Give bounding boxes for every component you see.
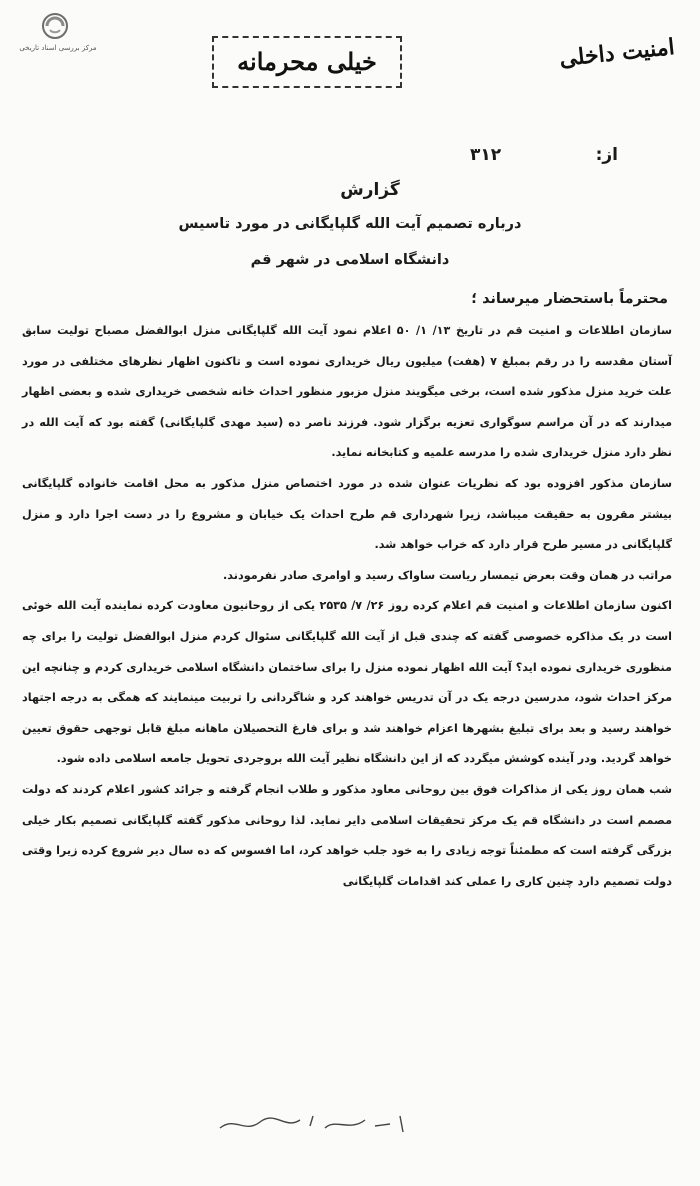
body-paragraph-5: شب همان روز یکی از مذاکرات فوق بین روحانی معاود مذکور و طلاب انجام گرفته و جرائد کشور اعلام کردند که دولت مصمم است در دانشگاه قم یک مرکز تحقیقات اسلامی دایر نماید. لذا روحانی مذکور گفته گلپایگانی تصمیم بکار خیلی بزرگی گرفته است که مطمئناً توجه زیادی را به خود جلب خواهد کرد، اما افسوس که ده سال دیر شروع کرده زیرا وقتی دولت تصمیم دارد چنین کاری را عملی کند اقدامات گلپایگانی (22, 782, 672, 888)
report-heading: گزارش (340, 180, 400, 200)
document-number: ۳۱۲ (470, 145, 502, 165)
archive-logo-icon (40, 12, 70, 40)
confidential-stamp (212, 36, 402, 88)
salutation: محترماً باستحضار میرساند ؛ (471, 291, 668, 307)
stamp-text: خیلی محرمانه (237, 47, 377, 76)
subject-line-1: درباره تصمیم آیت الله گلپایگانی در مورد تاسیس (178, 216, 522, 232)
archive-logo (12, 10, 104, 54)
report-body (22, 316, 672, 897)
body-paragraph-3: مراتب در همان وقت بعرض تیمسار ریاست ساواک رسید و اوامری صادر نفرمودند. (223, 568, 672, 582)
classification-label: امنیت داخلی (558, 34, 676, 72)
body-paragraph-4: اکنون سازمان اطلاعات و امنیت قم اعلام کرده روز ۲۶/ ۷/ ۲۵۳۵ یکی از روحانیون معاودت کرده نماینده آیت الله خوئی است در یک مذاکره خصوصی گفته که چندی قبل از آیت الله گلپایگانی سئوال کردم منزل ابوالفضل تولیت را برای چه منظوری خریداری نموده اید؟ آیت الله اظهار نموده منزل را برای ساختمان دانشگاه اسلامی خریداری کردم و چنانچه این مرکز احداث شود، مدرسین درجه یک در آن تدریس خواهند کرد و شاگردانی را تربیت مینمایند که همگی به درجه اجتهاد خواهند رسید و بعد برای تبلیغ بشهرها اعزام خواهند شد و برای فارغ التحصیلان ماهانه مبلغ قابل توجهی حقوق تعیین خواهد گردید. ودر آینده کوشش میگردد که از این دانشگاه نظیر آیت الله بروجردی تحویل جامعه اسلامی داده شود. (22, 599, 673, 766)
body-paragraph-2: سازمان مذکور افزوده بود که نظریات عنوان شده در مورد اختصاص منزل مذکور به محل اقامت خانواده گلپایگانی بیشتر مقرون به حقیقت میباشد، زیرا شهرداری قم طرح احداث یک خیابان و مشروع را در دست اجرا دارد و منزل گلپایگانی در مسیر طرح قرار دارد که خراب خواهد شد. (22, 476, 672, 552)
body-paragraph-1: سازمان اطلاعات و امنیت قم در تاریخ ۱۳/ ۱/ ۵۰ اعلام نمود آیت الله گلپایگانی منزل ابوالفضل مصباح تولیت سابق آستان مقدسه را در رقم بمبلغ ۷ (هفت) میلیون ریال خریداری نموده است و تاکنون اظهار نظرهای مختلفی در مورد علت خرید منزل مذکور شده است، برخی میگویند منزل مزبور منظور احداث خانه شخصی خریداری شده و بعضی اظهار میدارند که در آن مراسم سوگواری تعزیه برگزار شود. فرزند ناصر ده (سید مهدی گلپایگانی) گفته بود که آیت الله در نظر دارد منزل خریداری شده را مدرسه علمیه و کتابخانه نماید. (22, 324, 672, 460)
from-label: از: (595, 145, 618, 165)
logo-caption: مرکز بررسی اسناد تاریخی (19, 44, 97, 52)
handwritten-scribble (215, 1108, 425, 1138)
subject-line-2: دانشگاه اسلامی در شهر قم (250, 252, 450, 268)
